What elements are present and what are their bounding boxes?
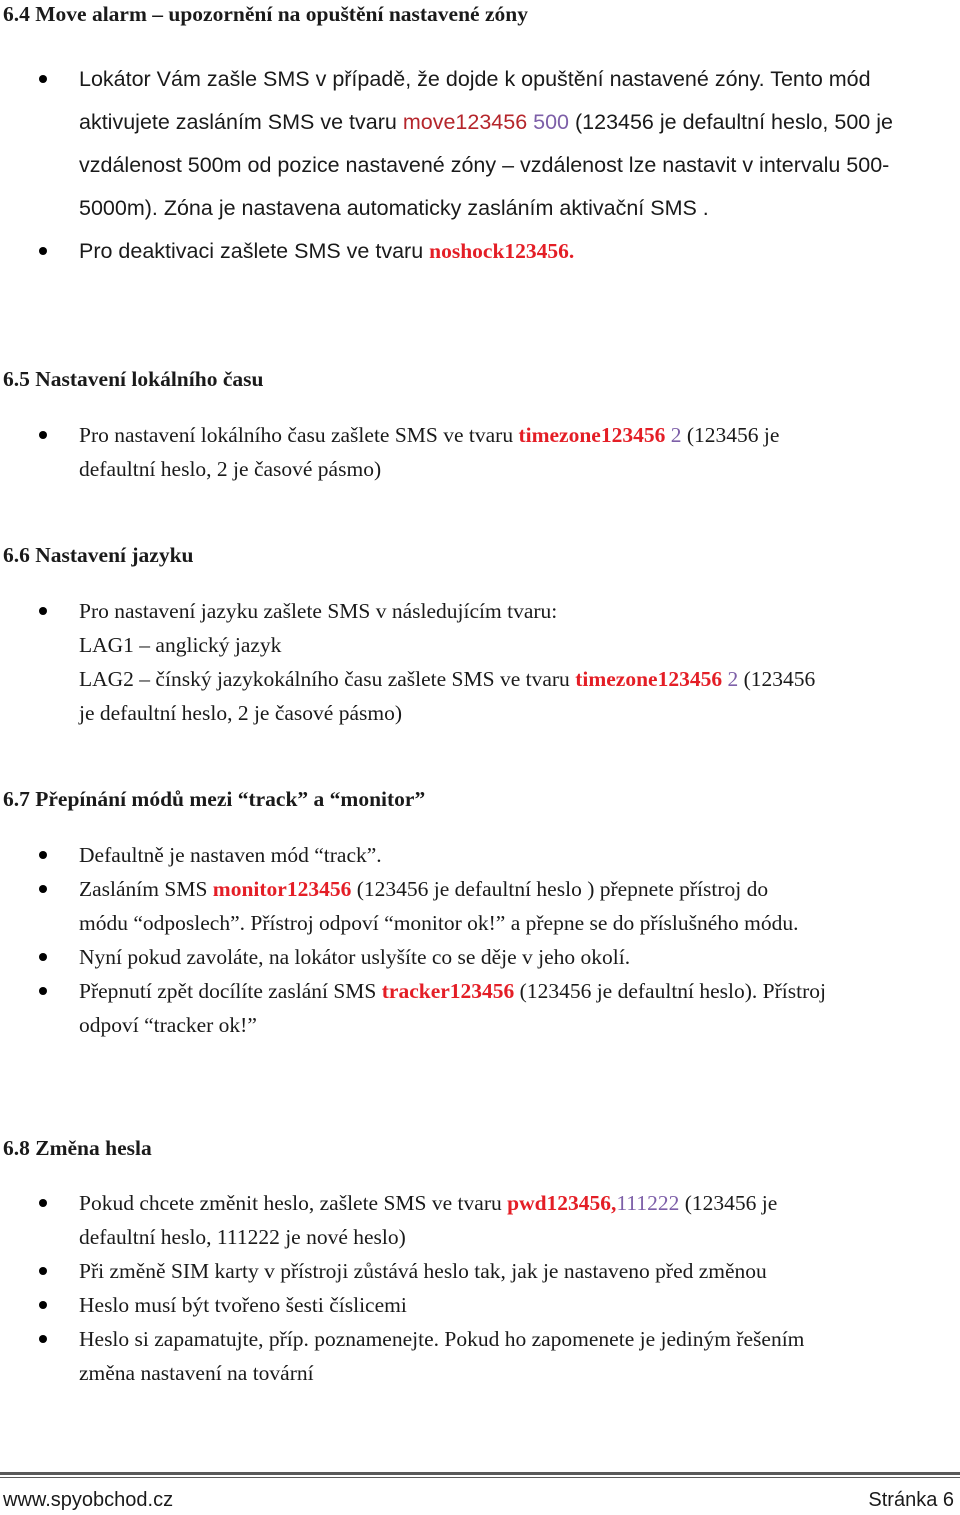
text-span: Pro deaktivaci zašlete SMS ve tvaru — [79, 239, 430, 263]
text-line: defaultní heslo, 111222 je nové heslo) — [79, 1225, 406, 1249]
text-span: Pokud chcete změnit heslo, zašlete SMS ve tvaru — [79, 1191, 508, 1215]
text-line: Heslo musí být tvořeno šesti číslicemi — [79, 1293, 407, 1317]
text-line: Heslo si zapamatujte, příp. poznamenejte. Pokud ho zapomenete je jediným řešením — [79, 1327, 805, 1351]
list-item — [0, 58, 958, 230]
footer-divider — [0, 1472, 960, 1475]
command-text: tracker123456 — [381, 979, 515, 1003]
text-line: Defaultně je nastaven mód “track”. — [79, 843, 382, 867]
text-span: Přepnutí zpět docílíte zaslání SMS — [79, 979, 382, 1003]
text-line: odpoví “tracker ok!” — [79, 1013, 257, 1037]
text-line — [79, 662, 954, 696]
text-span: Zasláním SMS — [79, 877, 213, 901]
text-span: (123456 je defaultní heslo ) přepnete přístroj do — [351, 877, 769, 901]
text-line: Pro nastavení jazyku zašlete SMS v následujícím tvaru: — [79, 599, 558, 623]
list-item — [0, 1322, 958, 1390]
section-heading-6-5: 6.5 Nastavení lokálního času — [3, 367, 264, 391]
footer-divider-thin — [0, 1477, 960, 1478]
command-text: pwd123456, — [507, 1191, 617, 1215]
list-item — [0, 594, 958, 730]
section-6-5-list — [0, 418, 958, 486]
text-line: vzdálenost 500m od pozice nastavené zóny – vzdálenost lze nastavit v intervalu 500- — [79, 153, 890, 177]
bullet-icon — [39, 851, 47, 859]
text-span: (123456 — [738, 667, 816, 691]
command-text: monitor123456 — [212, 877, 352, 901]
text-line: Nyní pokud zavoláte, na lokátor uslyšíte co se děje v jeho okolí. — [79, 945, 631, 969]
bullet-icon — [39, 1267, 47, 1275]
text-line: Lokátor Vám zašle SMS v případě, že dojde k opuštění nastavené zóny. Tento mód — [79, 67, 871, 91]
command-text: timezone123456 — [518, 423, 666, 447]
section-6-8-list — [0, 1186, 958, 1390]
text-line: je defaultní heslo, 2 je časové pásmo) — [79, 701, 402, 725]
bullet-icon — [39, 247, 47, 255]
section-6-7-list — [0, 838, 958, 1042]
number-text: 111222 — [616, 1191, 680, 1215]
section-heading-6-7: 6.7 Přepínání módů mezi “track” a “monitor” — [3, 787, 426, 811]
number-text: 2 — [670, 423, 682, 447]
bullet-icon — [39, 607, 47, 615]
text-line: módu “odposlech”. Přístroj odpoví “monitor ok!” a přepne se do příslušného módu. — [79, 911, 799, 935]
text-span: (123456 je — [681, 423, 780, 447]
text-span: (123456 je — [679, 1191, 778, 1215]
section-heading-6-4: 6.4 Move alarm – upozornění na opuštění nastavené zóny — [3, 2, 528, 26]
list-item — [0, 1288, 958, 1322]
bullet-icon — [39, 1199, 47, 1207]
text-line: defaultní heslo, 2 je časové pásmo) — [79, 457, 382, 481]
bullet-icon — [39, 431, 47, 439]
bullet-icon — [39, 75, 47, 83]
section-6-4-list — [0, 58, 958, 273]
list-item — [0, 872, 958, 940]
bullet-icon — [39, 987, 47, 995]
list-item — [0, 1254, 958, 1288]
text-line — [79, 101, 954, 144]
text-span: aktivujete zasláním SMS ve tvaru — [79, 110, 403, 134]
footer-page-number: Stránka 6 — [868, 1489, 954, 1511]
list-item — [0, 418, 958, 486]
text-line — [79, 872, 954, 906]
command-text: noshock123456. — [429, 239, 575, 263]
list-item — [0, 940, 958, 974]
section-heading-6-6: 6.6 Nastavení jazyku — [3, 543, 194, 567]
number-text: 2 — [727, 667, 739, 691]
text-span: (123456 je defaultní heslo). Přístroj — [514, 979, 826, 1003]
section-6-6-list — [0, 594, 958, 730]
text-line — [79, 230, 954, 273]
list-item — [0, 974, 958, 1042]
text-line — [79, 1186, 954, 1220]
text-line: LAG1 – anglický jazyk — [79, 633, 282, 657]
command-text: timezone123456 — [575, 667, 723, 691]
list-item — [0, 838, 958, 872]
text-span: LAG2 – čínský jazykokálního času zašlete SMS ve tvaru — [79, 667, 576, 691]
bullet-icon — [39, 1335, 47, 1343]
text-line — [79, 974, 954, 1008]
text-line: Při změně SIM karty v přístroji zůstává heslo tak, jak je nastaveno před změnou — [79, 1259, 767, 1283]
text-line: změna nastavení na tovární — [79, 1361, 314, 1385]
list-item — [0, 230, 958, 273]
text-line — [79, 418, 954, 452]
footer-website: www.spyobchod.cz — [3, 1489, 174, 1511]
text-span: Pro nastavení lokálního času zašlete SMS ve tvaru — [79, 423, 519, 447]
command-text: move123456 — [402, 110, 528, 134]
text-line: 5000m). Zóna je nastavena automaticky zasláním aktivační SMS . — [79, 196, 709, 220]
text-span: (123456 je defaultní heslo, 500 je — [569, 110, 893, 134]
section-heading-6-8: 6.8 Změna hesla — [3, 1136, 152, 1160]
bullet-icon — [39, 885, 47, 893]
bullet-icon — [39, 1301, 47, 1309]
number-text: 500 — [533, 110, 570, 134]
bullet-icon — [39, 953, 47, 961]
list-item — [0, 1186, 958, 1254]
